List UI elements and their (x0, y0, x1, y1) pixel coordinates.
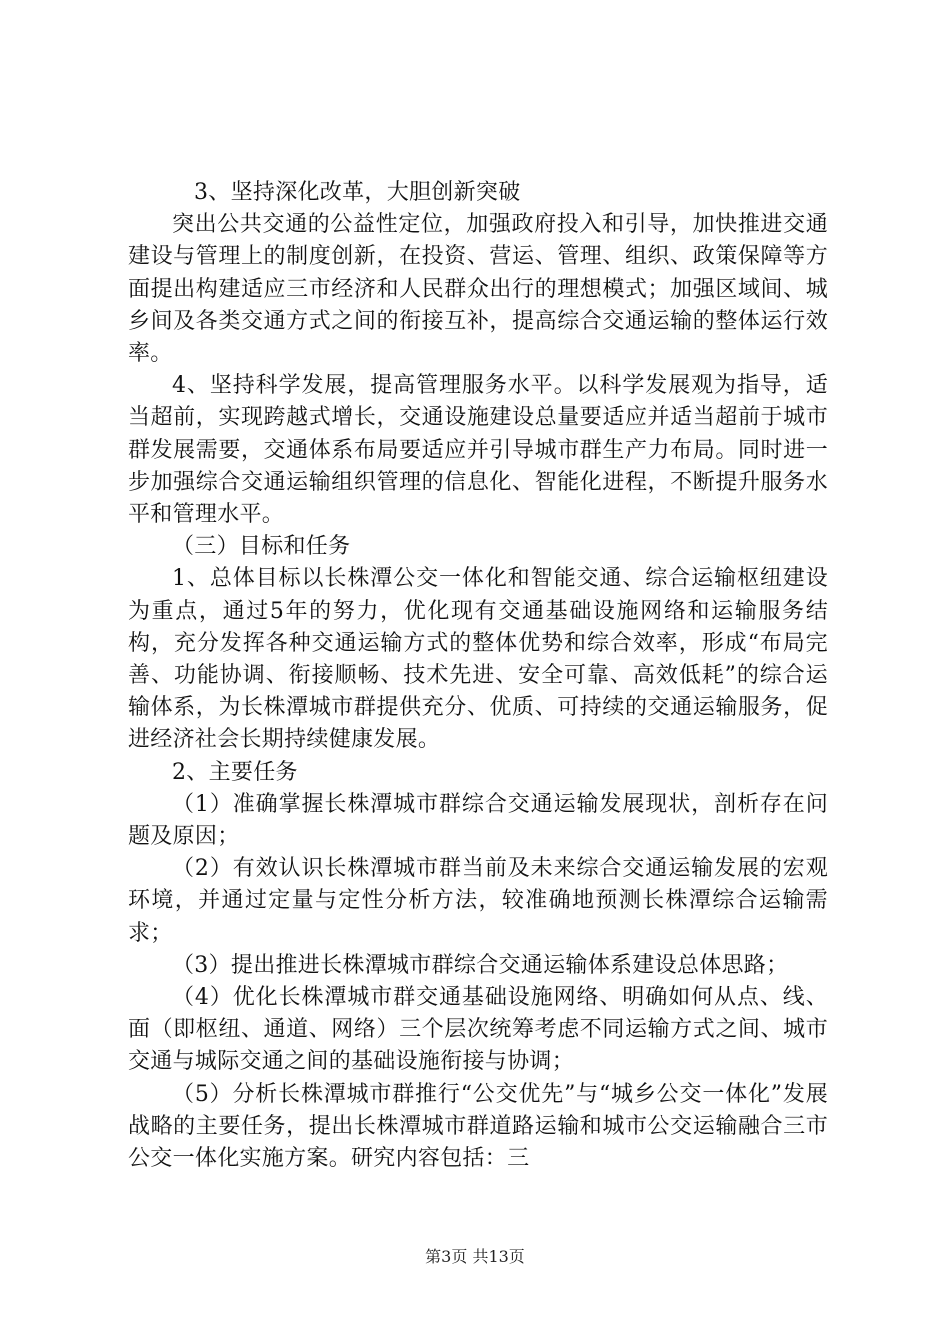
task-item-2: （2）有效认识长株潭城市群当前及未来综合交通运输发展的宏观环境，并通过定量与定性分析方法，较准确地预测长株潭综合运输需求； (128, 856, 828, 946)
section-heading-goals-tasks: （三）目标和任务 (172, 534, 351, 560)
task-item-5: （5）分析长株潭城市群推行“公交优先”与“城乡公交一体化”发展战略的主要任务，提出长株潭城市群道路运输和城市公交运输融合三市公交一体化实施方案。研究内容包括：三 (128, 1081, 828, 1172)
task-item-3: （3）提出推进长株潭城市群综合交通运输体系建设总体思路； (172, 952, 789, 978)
document-body (128, 177, 828, 1175)
subheading-main-tasks: 2、主要任务 (172, 759, 298, 785)
page-number-label: 第3页 共13页 (425, 1247, 525, 1266)
paragraph-reform-heading: 3、坚持深化改革，大胆创新突破 (194, 180, 521, 205)
task-item-1: （1）准确掌握长株潭城市群综合交通运输发展现状，剖析存在问题及原因； (128, 791, 828, 850)
paragraph-scientific-development: 4、坚持科学发展，提高管理服务水平。以科学发展观为指导，适当超前，实现跨越式增长，交通设施建设总量要适应并适当超前于城市群发展需要，交通体系布局要适应并引导城市群生产力布局。同时进一步加强综合交通运输组织管理的信息化、智能化进程，不断提升服务水平和管理水平。 (128, 373, 828, 528)
task-item-4: （4）优化长株潭城市群交通基础设施网络、明确如何从点、线、面（即枢纽、通道、网络）三个层次统筹考虑不同运输方式之间、城市交通与城际交通之间的基础设施衔接与协调； (128, 985, 828, 1075)
page-footer (0, 1244, 950, 1267)
paragraph-public-transit: 突出公共交通的公益性定位，加强政府投入和引导，加快推进交通建设与管理上的制度创新，在投资、营运、管理、组织、政策保障等方面提出构建适应三市经济和人民群众出行的理想模式；加强区域间、城乡间及各类交通方式之间的衔接互补，提高综合交通运输的整体运行效率。 (128, 212, 828, 367)
paragraph-overall-goal: 1、总体目标以长株潭公交一体化和智能交通、综合运输枢纽建设为重点，通过5年的努力，优化现有交通基础设施网络和运输服务结构，充分发挥各种交通运输方式的整体优势和综合效率，形成“布局完善、功能协调、衔接顺畅、技术先进、安全可靠、高效低耗”的综合运输体系，为长株潭城市群提供充分、优质、可持续的交通运输服务，促进经济社会长期持续健康发展。 (128, 566, 828, 753)
